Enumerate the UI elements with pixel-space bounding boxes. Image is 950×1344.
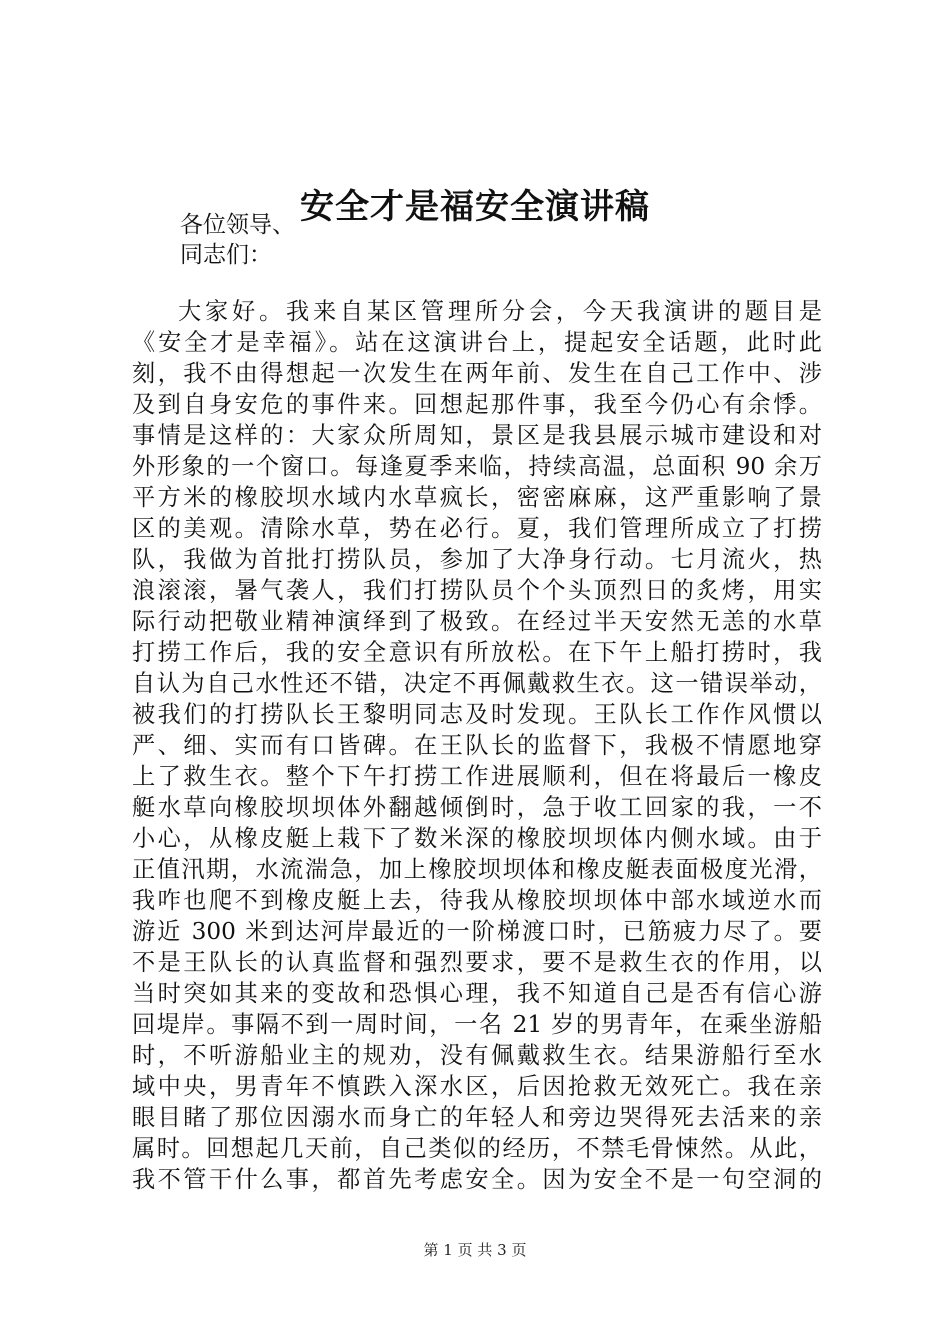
body-line: 队，我做为首批打捞队员，参加了大净身行动。七月流火，热 xyxy=(132,546,822,573)
body-line: 游近 300 米到达河岸最近的一阶梯渡口时，已筋疲力尽了。要 xyxy=(132,918,822,945)
body-line: 上了救生衣。整个下午打捞工作进展顺利，但在将最后一橡皮 xyxy=(132,763,822,790)
body-line: 严、细、实而有口皆碑。在王队长的监督下，我极不情愿地穿 xyxy=(132,732,822,759)
body-line: 我咋也爬不到橡皮艇上去，待我从橡胶坝坝体中部水域逆水而 xyxy=(132,887,822,914)
body-line: 域中央，男青年不慎跌入深水区，后因抢救无效死亡。我在亲 xyxy=(132,1073,822,1100)
body-line: 我不管干什么事，都首先考虑安全。因为安全不是一句空洞的 xyxy=(132,1166,822,1193)
body-line: 艇水草向橡胶坝坝体外翻越倾倒时，急于收工回家的我，一不 xyxy=(132,794,822,821)
document-title: 安全才是福安全演讲稿 xyxy=(300,187,650,227)
body-line: 《安全才是幸福》。站在这演讲台上，提起安全话题，此时此 xyxy=(132,329,822,356)
body-line: 正值汛期，水流湍急，加上橡胶坝坝体和橡皮艇表面极度光滑， xyxy=(132,856,822,883)
body-line: 外形象的一个窗口。每逢夏季来临，持续高温，总面积 90 余万 xyxy=(132,453,822,480)
body-line: 当时突如其来的变故和恐惧心理，我不知道自己是否有信心游 xyxy=(132,980,822,1007)
body-line: 自认为自己水性还不错，决定不再佩戴救生衣。这一错误举动， xyxy=(132,670,822,697)
body-line: 回堤岸。事隔不到一周时间，一名 21 岁的男青年，在乘坐游船 xyxy=(132,1011,822,1038)
body-line: 及到自身安危的事件来。回想起那件事，我至今仍心有余悸。 xyxy=(132,391,822,418)
speech-body xyxy=(132,296,822,1195)
body-line: 属时。回想起几天前，自己类似的经历，不禁毛骨悚然。从此， xyxy=(132,1135,822,1162)
body-line: 被我们的打捞队长王黎明同志及时发现。王队长工作作风惯以 xyxy=(132,701,822,728)
body-line: 浪滚滚，暑气袭人，我们打捞队员个个头顶烈日的炙烤，用实 xyxy=(132,577,822,604)
body-line: 刻，我不由得想起一次发生在两年前、发生在自己工作中、涉 xyxy=(132,360,822,387)
body-line: 事情是这样的：大家众所周知，景区是我县展示城市建设和对 xyxy=(132,422,822,449)
salutation-leaders: 各位领导、 xyxy=(180,212,295,238)
body-line: 平方米的橡胶坝水域内水草疯长，密密麻麻，这严重影响了景 xyxy=(132,484,822,511)
body-line: 时，不听游船业主的规劝，没有佩戴救生衣。结果游船行至水 xyxy=(132,1042,822,1069)
body-line: 打捞工作后，我的安全意识有所放松。在下午上船打捞时，我 xyxy=(132,639,822,666)
body-line: 眼目睹了那位因溺水而身亡的年轻人和旁边哭得死去活来的亲 xyxy=(132,1104,822,1131)
body-line: 不是王队长的认真监督和强烈要求，要不是救生衣的作用，以 xyxy=(132,949,822,976)
body-line: 大家好。我来自某区管理所分会，今天我演讲的题目是 xyxy=(178,298,822,325)
salutation-comrades: 同志们： xyxy=(180,242,272,268)
body-line: 小心，从橡皮艇上栽下了数米深的橡胶坝坝体内侧水域。由于 xyxy=(132,825,822,852)
page-footer: 第 1 页 共 3 页 xyxy=(423,1241,527,1259)
body-line: 际行动把敬业精神演绎到了极致。在经过半天安然无恙的水草 xyxy=(132,608,822,635)
body-line: 区的美观。清除水草，势在必行。夏，我们管理所成立了打捞 xyxy=(132,515,822,542)
